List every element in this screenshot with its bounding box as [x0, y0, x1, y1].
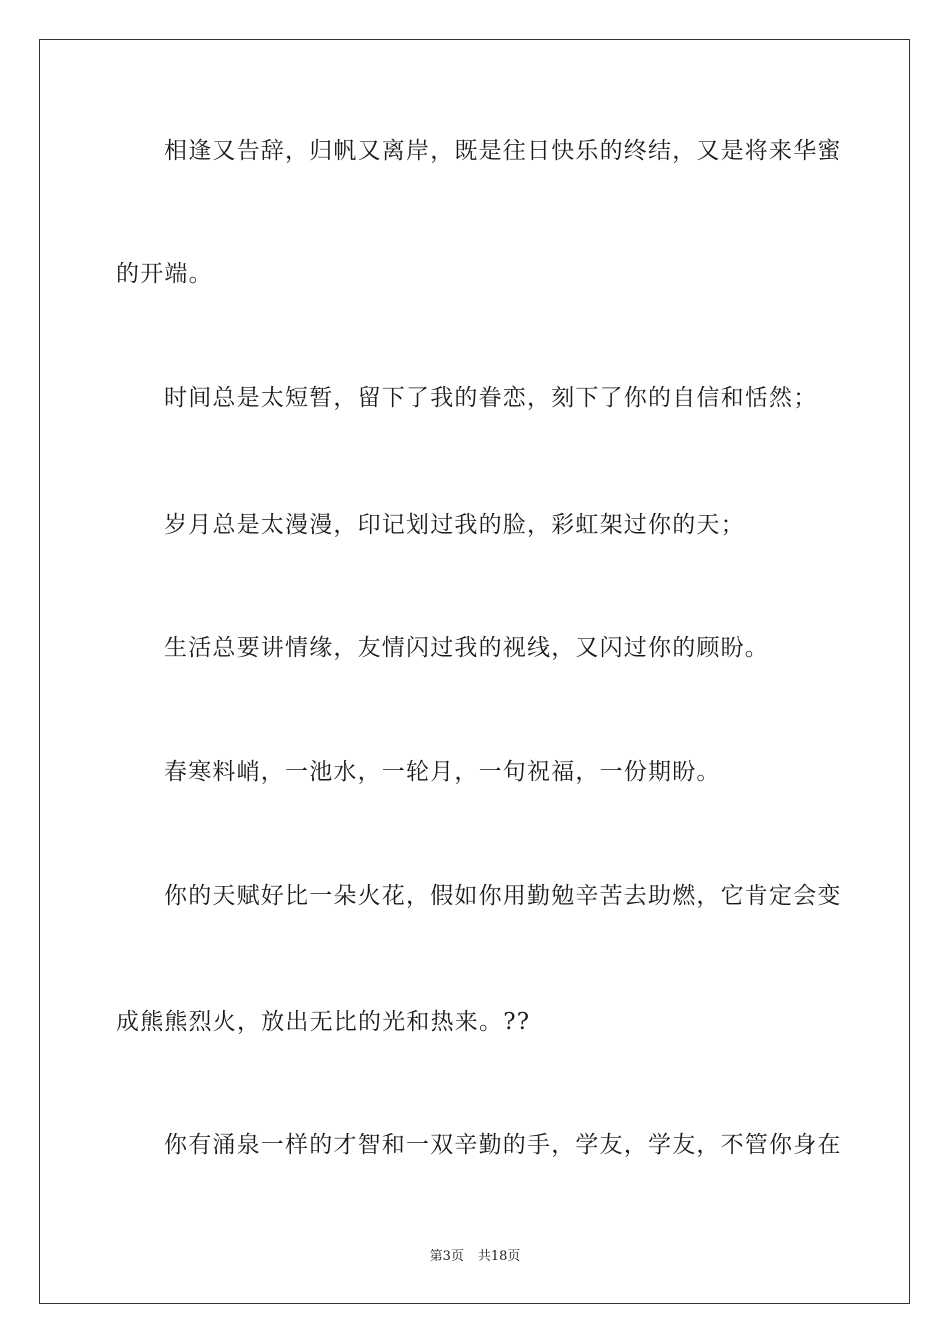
page-footer: [0, 1248, 950, 1266]
paragraph-line: 你有涌泉一样的才智和一双辛勤的手，学友，学友，不管你身在: [164, 1132, 842, 1158]
paragraph-line: 生活总要讲情缘，友情闪过我的视线，又闪过你的顾盼。: [164, 635, 769, 661]
paragraph-line: 成熊熊烈火，放出无比的光和热来。??: [116, 1009, 531, 1035]
page-total: 共18页: [477, 1249, 521, 1264]
paragraph-line: 相逢又告辞，归帆又离岸，既是往日快乐的终结，又是将来华蜜: [164, 138, 842, 164]
page-number: 第3页: [429, 1249, 464, 1264]
paragraph-line: 岁月总是太漫漫，印记划过我的脸，彩虹架过你的天；: [164, 512, 745, 538]
paragraph-line: 春寒料峭，一池水，一轮月，一句祝福，一份期盼。: [164, 759, 721, 785]
paragraph-line: 的开端。: [116, 261, 213, 287]
paragraph-line: 时间总是太短暂，留下了我的眷恋，刻下了你的自信和恬然；: [164, 385, 818, 411]
paragraph-line: 你的天赋好比一朵火花，假如你用勤勉辛苦去助燃，它肯定会变: [164, 883, 842, 909]
page-frame: [39, 39, 910, 1304]
